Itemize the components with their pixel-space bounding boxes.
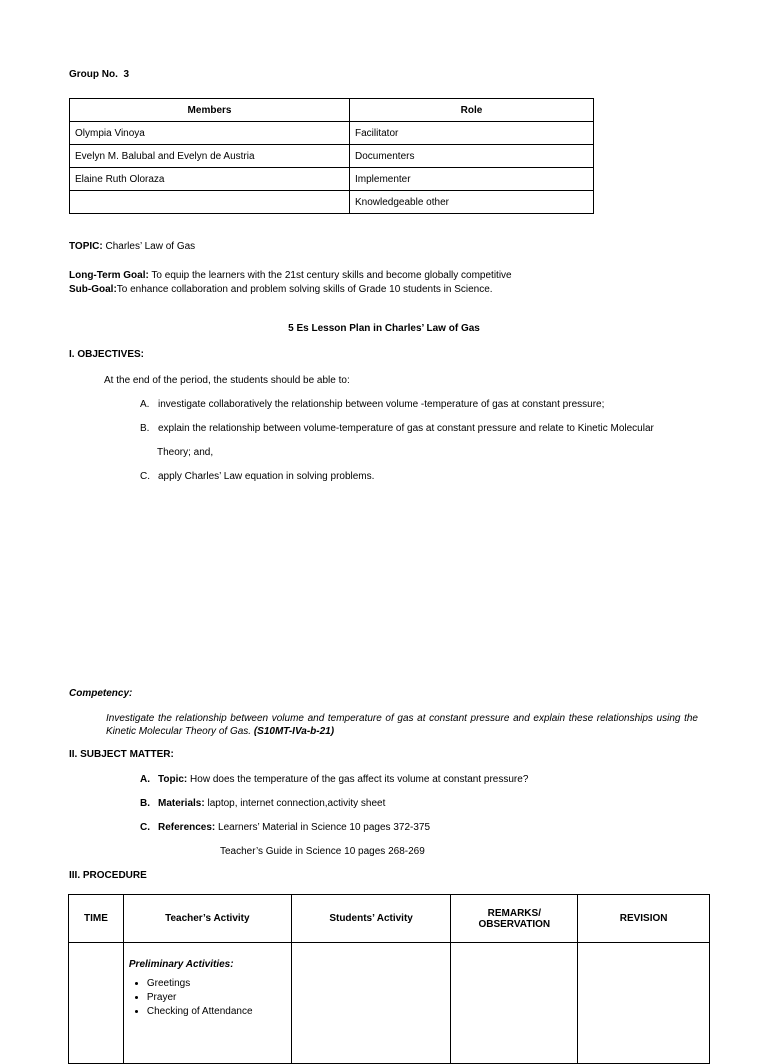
member-cell	[70, 191, 350, 214]
subject-label: Materials:	[158, 798, 205, 809]
students-activity-header: Students’ Activity	[291, 895, 451, 943]
subject-letter: A.	[140, 774, 150, 785]
subject-text: How does the temperature of the gas affect its volume at constant pressure?	[190, 774, 529, 785]
topic-value: Charles’ Law of Gas	[105, 241, 196, 252]
sub-goal	[69, 284, 493, 295]
subject-label: Topic:	[158, 774, 188, 785]
table-row	[70, 122, 594, 145]
group-value: 3	[123, 69, 130, 80]
objectives-intro: At the end of the period, the students should be able to:	[104, 375, 350, 386]
preliminary-list	[129, 977, 291, 1019]
table-row	[70, 145, 594, 168]
teacher-activity-cell	[123, 943, 291, 1064]
table-row	[70, 191, 594, 214]
table-header-row	[69, 895, 710, 943]
objective-text: investigate collaboratively the relationship between volume -temperature of gas at constant pressure;	[158, 399, 605, 410]
competency-text	[106, 712, 698, 738]
revision-cell	[578, 943, 710, 1064]
remarks-header: REMARKS/ OBSERVATION	[451, 895, 578, 943]
topic-line	[69, 241, 195, 252]
role-cell: Documenters	[350, 145, 594, 168]
procedure-table	[68, 894, 710, 1064]
role-cell: Facilitator	[350, 122, 594, 145]
long-term-goal-label: Long-Term Goal:	[69, 270, 149, 281]
table-row	[69, 943, 710, 1064]
role-header: Role	[350, 99, 594, 122]
members-header: Members	[70, 99, 350, 122]
member-cell: Elaine Ruth Oloraza	[70, 168, 350, 191]
objectives-heading: I. OBJECTIVES:	[69, 349, 145, 360]
long-term-goal-value: To equip the learners with the 21st century skills and become globally competitive	[151, 270, 512, 281]
remarks-cell	[451, 943, 578, 1064]
objective-text: apply Charles’ Law equation in solving problems.	[158, 471, 375, 482]
competency-body: Investigate the relationship between volume and temperature of gas at constant pressure and explain these relationships using the Kinetic Molecular Theory of Gas.	[106, 713, 698, 737]
members-table	[69, 98, 594, 214]
references-continuation: Teacher’s Guide in Science 10 pages 268-269	[220, 846, 425, 857]
competency-heading: Competency:	[69, 688, 133, 699]
role-cell: Implementer	[350, 168, 594, 191]
member-cell: Evelyn M. Balubal and Evelyn de Austria	[70, 145, 350, 168]
objective-letter: B.	[140, 423, 150, 434]
list-item: • Checking of Attendance	[147, 1005, 291, 1019]
group-number	[69, 69, 129, 80]
objective-letter: C.	[140, 471, 150, 482]
procedure-heading: III. PROCEDURE	[69, 870, 147, 881]
plan-title: 5 Es Lesson Plan in Charles’ Law of Gas	[288, 323, 480, 334]
students-activity-cell	[291, 943, 451, 1064]
revision-header: REVISION	[578, 895, 710, 943]
time-cell	[69, 943, 124, 1064]
objective-letter: A.	[140, 399, 150, 410]
topic-label: TOPIC:	[69, 241, 103, 252]
table-row	[70, 168, 594, 191]
time-header: TIME	[69, 895, 124, 943]
preliminary-heading: Preliminary Activities:	[128, 959, 234, 970]
objective-text: explain the relationship between volume-temperature of gas at constant pressure and relate to Kinetic Molecular	[158, 423, 654, 434]
subject-letter: B.	[140, 798, 150, 809]
member-cell: Olympia Vinoya	[70, 122, 350, 145]
subject-label: References:	[158, 822, 216, 833]
sub-goal-label: Sub-Goal:	[69, 284, 117, 295]
group-label: Group No.	[69, 69, 118, 80]
sub-goal-value: To enhance collaboration and problem solving skills of Grade 10 students in Science.	[116, 284, 493, 295]
subject-matter-heading: II. SUBJECT MATTER:	[69, 749, 174, 760]
subject-letter: C.	[140, 822, 150, 833]
list-item: • Greetings	[147, 977, 291, 991]
competency-code: (S10MT-IVa-b-21)	[253, 726, 335, 737]
objective-continuation: Theory; and,	[157, 447, 214, 458]
list-item: • Prayer	[147, 991, 291, 1005]
table-header-row	[70, 99, 594, 122]
teacher-activity-header: Teacher’s Activity	[123, 895, 291, 943]
subject-text: laptop, internet connection,activity sheet	[207, 798, 386, 809]
long-term-goal	[69, 270, 512, 281]
role-cell: Knowledgeable other	[350, 191, 594, 214]
subject-text: Learners’ Material in Science 10 pages 372-375	[218, 822, 431, 833]
